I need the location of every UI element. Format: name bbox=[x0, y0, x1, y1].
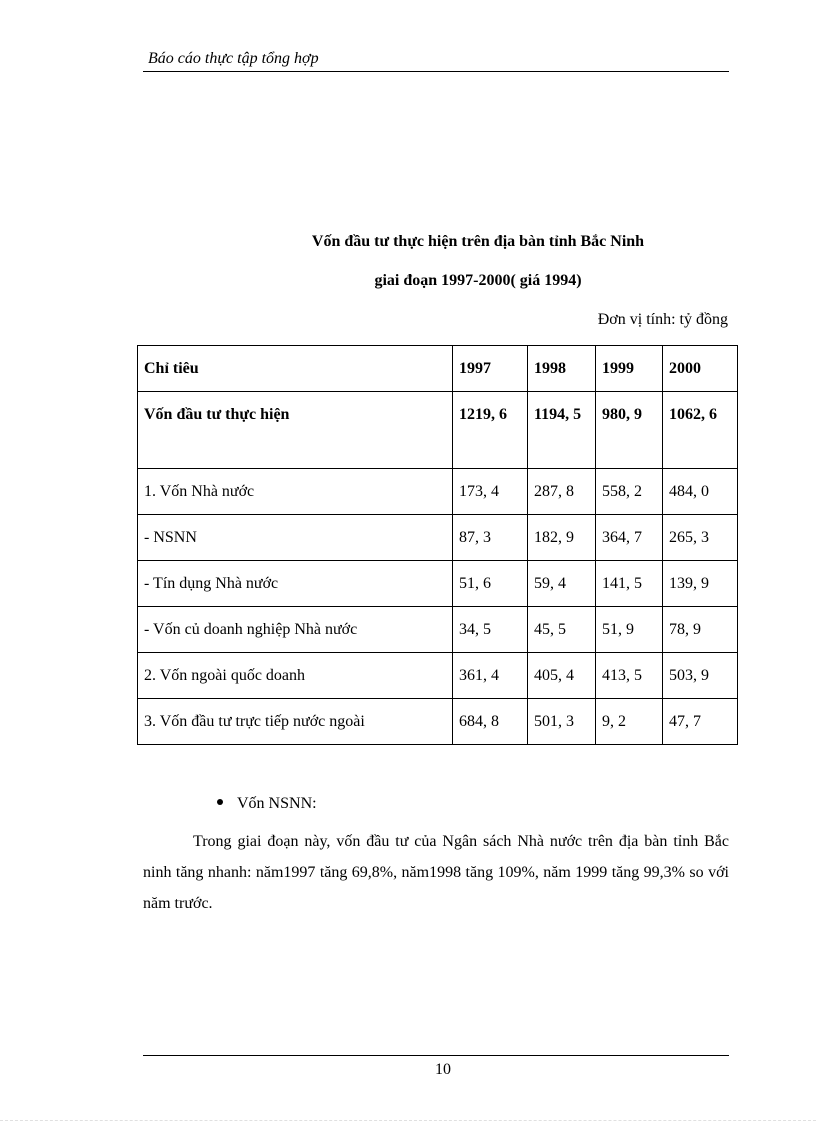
cell-1998: 45, 5 bbox=[528, 607, 596, 653]
running-header: Báo cáo thực tập tổng hợp bbox=[148, 50, 319, 67]
cell-1998: 182, 9 bbox=[528, 515, 596, 561]
cell-1998: 501, 3 bbox=[528, 699, 596, 745]
cell-1999: 141, 5 bbox=[596, 561, 663, 607]
row-label: 2. Vốn ngoài quốc doanh bbox=[138, 653, 453, 699]
column-header-indicator: Chỉ tiêu bbox=[138, 346, 453, 392]
cell-1998: 287, 8 bbox=[528, 469, 596, 515]
row-label: 1. Vốn Nhà nước bbox=[138, 469, 453, 515]
column-header-2000: 2000 bbox=[663, 346, 738, 392]
cell-2000: 78, 9 bbox=[663, 607, 738, 653]
row-label: - NSNN bbox=[138, 515, 453, 561]
cell-1999: 364, 7 bbox=[596, 515, 663, 561]
table-row bbox=[138, 699, 738, 745]
row-label: - Tín dụng Nhà nước bbox=[138, 561, 453, 607]
cell-1998: 1194, 5 bbox=[528, 392, 596, 469]
table-row bbox=[138, 653, 738, 699]
bullet-item bbox=[217, 795, 317, 813]
table-row bbox=[138, 561, 738, 607]
column-header-1997: 1997 bbox=[453, 346, 528, 392]
cell-1997: 684, 8 bbox=[453, 699, 528, 745]
cell-1997: 51, 6 bbox=[453, 561, 528, 607]
header-divider bbox=[143, 71, 729, 72]
column-header-1998: 1998 bbox=[528, 346, 596, 392]
cell-1998: 59, 4 bbox=[528, 561, 596, 607]
column-header-1999: 1999 bbox=[596, 346, 663, 392]
cell-2000: 1062, 6 bbox=[663, 392, 738, 469]
cell-2000: 139, 9 bbox=[663, 561, 738, 607]
cell-1997: 87, 3 bbox=[453, 515, 528, 561]
table-title: Vốn đầu tư thực hiện trên địa bàn tỉnh Bắc Ninh bbox=[311, 233, 645, 250]
cell-1999: 558, 2 bbox=[596, 469, 663, 515]
bullet-dot-icon bbox=[217, 799, 223, 805]
cell-1997: 1219, 6 bbox=[453, 392, 528, 469]
table-subtitle: giai đoạn 1997-2000( giá 1994) bbox=[374, 272, 582, 289]
cell-1997: 361, 4 bbox=[453, 653, 528, 699]
bullet-text: Vốn NSNN: bbox=[237, 795, 317, 812]
unit-label: Đơn vị tính: tỷ đồng bbox=[597, 311, 728, 328]
table-row bbox=[138, 607, 738, 653]
cell-1999: 51, 9 bbox=[596, 607, 663, 653]
table-header-row bbox=[138, 346, 738, 392]
footer-divider bbox=[143, 1055, 729, 1056]
table-row bbox=[138, 392, 738, 469]
cell-2000: 484, 0 bbox=[663, 469, 738, 515]
row-label: - Vốn củ doanh nghiệp Nhà nước bbox=[138, 607, 453, 653]
cell-1998: 405, 4 bbox=[528, 653, 596, 699]
page-number: 10 bbox=[435, 1061, 451, 1078]
row-label: Vốn đầu tư thực hiện bbox=[138, 392, 453, 469]
table-row bbox=[138, 469, 738, 515]
cell-1999: 980, 9 bbox=[596, 392, 663, 469]
row-label: 3. Vốn đầu tư trực tiếp nước ngoài bbox=[138, 699, 453, 745]
cell-1999: 413, 5 bbox=[596, 653, 663, 699]
body-paragraph: Trong giai đoạn này, vốn đầu tư của Ngân sách Nhà nước trên địa bàn tỉnh Bắc ninh tăng nhanh: năm1997 tăng 69,8%, năm1998 tăng 109%, năm 1999 tăng 99,3% so với năm trước. bbox=[143, 833, 729, 912]
cell-1999: 9, 2 bbox=[596, 699, 663, 745]
cell-2000: 47, 7 bbox=[663, 699, 738, 745]
cell-2000: 503, 9 bbox=[663, 653, 738, 699]
cell-1997: 173, 4 bbox=[453, 469, 528, 515]
cell-1997: 34, 5 bbox=[453, 607, 528, 653]
investment-table bbox=[137, 345, 738, 745]
page-bottom-edge bbox=[0, 1120, 816, 1121]
cell-2000: 265, 3 bbox=[663, 515, 738, 561]
table-row bbox=[138, 515, 738, 561]
